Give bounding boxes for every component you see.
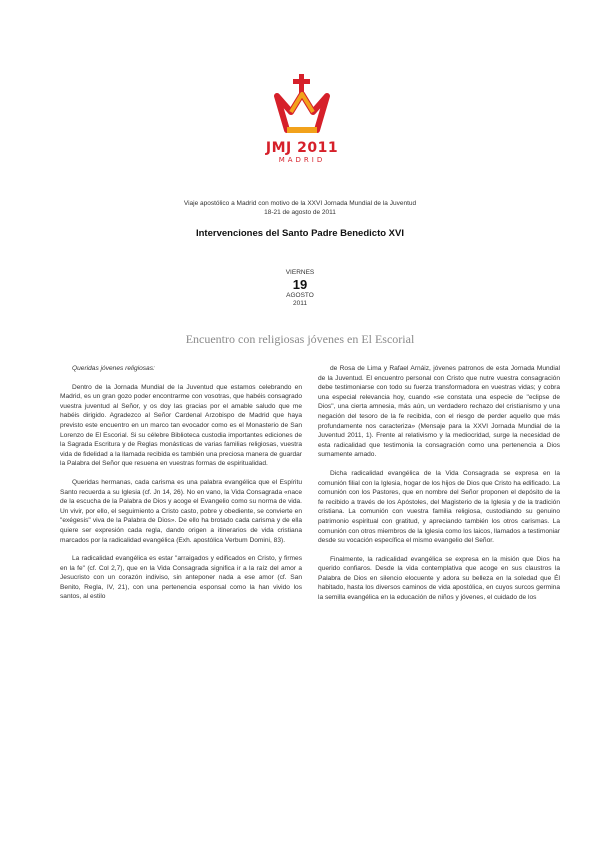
trip-info <box>110 199 490 217</box>
paragraph: Queridas hermanas, cada carisma es una palabra evangélica que el Espíritu Santo recuerda a su Iglesia (cf. Jn 14, 26). No en vano, la Vida Consagrada «nace de la escucha de la Palabra de Dios y acoge el Evangelio como su norma de vida. Un vivir, por ello, el seguimiento a Cristo casto, pobre y obediente, se convierte en "exégesis" viva de la Palabra de Dios». De ello ha brotado cada carisma y de ella quiere ser expresión cada regla, dando origen a itinerarios de vida cristiana marcados por la radicalidad evangélica (Exh. apostólica Verbum Domini, 83). <box>60 478 302 544</box>
trip-dates: 18-21 de agosto de 2011 <box>264 209 336 216</box>
paragraph: de Rosa de Lima y Rafael Arnáiz, jóvenes patronos de esta Jornada Mundial de la Juventud. El encuentro personal con Cristo que nutre vuestra consagración debe testimoniarse con todo su fuerza transformadora en vuestras vidas; y cobra una especial relevancia hoy, cuando «se constata una especie de "eclipse de Dios", una cierta amnesia, más aún, un verdadero rechazo del cristianismo y una negación del tesoro de la fe recibida, con el riesgo de perder aquello que más profundamente nos caracteriza» (Mensaje para la XXVI Jornada Mundial de la Juventud 2011, 1). Frente al relativismo y la mediocridad, surge la necesidad de esta radicalidad que testimonia la consagración como una pertenencia a Dios sumamente amado. <box>318 365 560 459</box>
paragraph: Dentro de la Jornada Mundial de la Juventud que estamos celebrando en Madrid, es un gran gozo poder encontrarme con vosotras, que habéis consagrado vuestra juventud al Señor, y os doy las gracias por el amable saludo que me habéis dirigido. Agradezco al Señor Cardenal Arzobispo de Madrid que haya previsto este encuentro en un marco tan evocador como es el Monasterio de San Lorenzo de El Escorial. Si su célebre Biblioteca custodia importantes ediciones de la Sagrada Escritura y de Reglas monásticas de varias familias religiosas, vuestra vida de fidelidad a la llamada recibida es también una preciosa manera de guardar la Palabra del Señor que resuena en vuestras formas de espiritualidad. <box>60 383 302 468</box>
salutation: Queridas jóvenes religiosas: <box>72 365 155 372</box>
date-block <box>260 268 340 308</box>
date-year: 2011 <box>293 300 307 307</box>
page-title: Intervenciones del Santo Padre Benedicto XVI <box>195 228 404 239</box>
paragraph: Finalmente, la radicalidad evangélica se expresa en la misión que Dios ha querido confiaros. Desde la vida contemplativa que acoge en sus claustros la Palabra de Dios en silencio elocuente y adora su belleza en la soledad que Él habitado, hasta los diversos caminos de vida apostólica, en cuyos surcos germina la semilla evangélica en la educación de niños y jóvenes, el cuidado de los <box>318 555 560 602</box>
logo-city: MADRID <box>278 156 326 164</box>
date-month: AGOSTO <box>286 292 314 299</box>
date-day: 19 <box>292 277 308 292</box>
text-column-right <box>318 364 560 804</box>
jmj-cross-crown-icon <box>271 72 333 138</box>
trip-description: Viaje apostólico a Madrid con motivo de la XXVI Jornada Mundial de la Juventud <box>183 200 417 207</box>
text-column-left <box>60 364 302 804</box>
logo-brand: JMJ 2011 <box>265 140 339 156</box>
paragraph: Dicha radicalidad evangélica de la Vida Consagrada se expresa en la comunión filial con la Iglesia, hogar de los hijos de Dios que Cristo ha edificado. La comunión con los Pastores, que en nombre del Señor proponen el depósito de la fe recibido a través de los Apóstoles, del Magisterio de la Iglesia y de la tradición cristiana. La comunión con vuestra familia religiosa, custodiando su genuino patrimonio espiritual con gratitud, y apreciando también los otros carismas. La comunión con otros miembros de la Iglesia como los laicos, llamados a testimoniar desde su vocación específica el mismo evangelio del Señor. <box>318 469 560 545</box>
event-subtitle: Encuentro con religiosas jóvenes en El Escorial <box>185 332 415 346</box>
paragraph: La radicalidad evangélica es estar "arraigados y edificados en Cristo, y firmes en la fe" (cf. Col 2,7), que en la Vida Consagrada significa ir a la raíz del amor a Jesucristo con un corazón indiviso, sin anteponer nada a ese amor (cf. San Benito, Regla, IV, 21), con una pertenencia esponsal como la han vivido los santos, al estilo <box>60 555 302 601</box>
jmj-logo <box>262 72 342 172</box>
date-weekday: VIERNES <box>285 269 315 276</box>
